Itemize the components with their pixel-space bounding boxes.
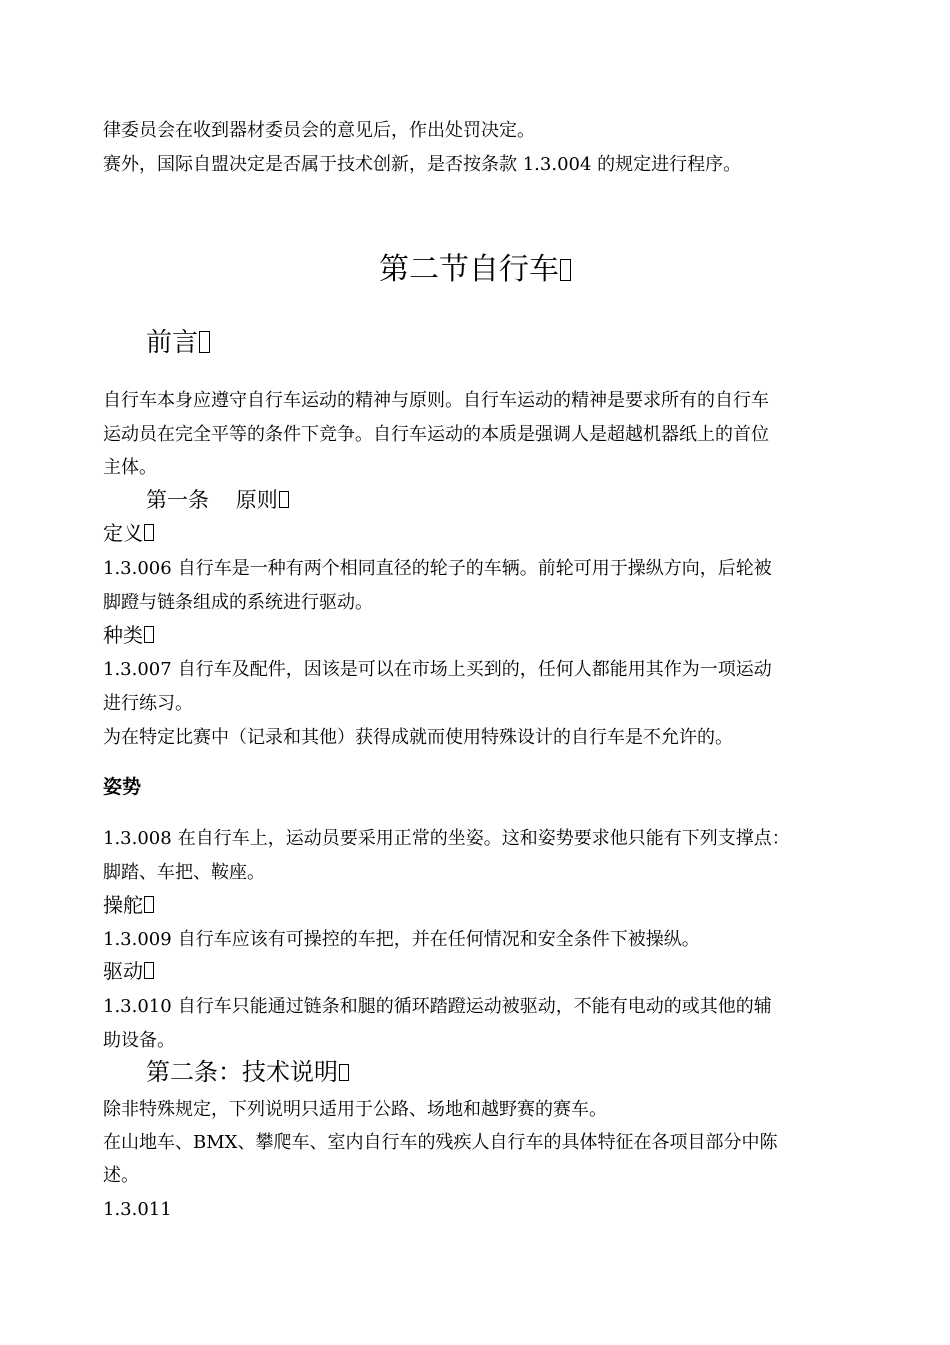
preface-heading-text: 前言 — [146, 328, 199, 358]
types-heading — [103, 622, 154, 648]
article-2-line-2: 在山地车、BMX、攀爬车、室内自行车的残疾人自行车的具体特征在各项目部分中陈 — [103, 1132, 778, 1153]
clause-text: 自行车是一种有两个相同直径的轮子的车辆。前轮可用于操纵方向，后轮被 — [177, 558, 772, 579]
clause-text: 自行车只能通过链条和腿的循环踏蹬运动被驱动，不能有电动的或其他的辅 — [177, 996, 772, 1017]
drive-line-1 — [103, 995, 772, 1019]
section-title-text: 第二节自行车 — [379, 252, 559, 287]
clause-number: 1.3.010 — [103, 996, 172, 1017]
drive-line-2: 助设备。 — [103, 1030, 175, 1051]
article-2-clause-number: 1.3.011 — [103, 1199, 172, 1220]
drive-heading — [103, 958, 154, 984]
posture-heading: 姿势 — [103, 776, 142, 798]
missing-glyph-icon — [199, 331, 210, 353]
definition-line-1 — [103, 557, 772, 581]
article-2-line-1: 除非特殊规定，下列说明只适用于公路、场地和越野赛的赛车。 — [103, 1099, 607, 1120]
preface-line-3: 主体。 — [103, 457, 157, 478]
intro-line-2: 赛外，国际自盟决定是否属于技术创新，是否按条款 1.3.004 的规定进行程序。 — [103, 154, 742, 175]
definition-heading — [103, 520, 154, 546]
clause-number: 1.3.007 — [103, 659, 172, 680]
types-line-2: 进行练习。 — [103, 693, 193, 714]
article-2-heading — [146, 1058, 349, 1086]
posture-line-1 — [103, 827, 790, 851]
preface-line-2: 运动员在完全平等的条件下竞争。自行车运动的本质是强调人是超越机器纸上的首位 — [103, 424, 769, 445]
posture-line-2: 脚踏、车把、鞍座。 — [103, 862, 265, 883]
definition-line-2: 脚蹬与链条组成的系统进行驱动。 — [103, 592, 373, 613]
missing-glyph-icon — [144, 896, 154, 913]
drive-heading-text: 驱动 — [103, 959, 143, 983]
clause-number: 1.3.008 — [103, 828, 172, 849]
missing-glyph-icon — [560, 259, 571, 281]
clause-number: 1.3.009 — [103, 929, 172, 950]
article-1-heading-text: 第一条 原则 — [146, 488, 278, 512]
missing-glyph-icon — [339, 1064, 349, 1081]
missing-glyph-icon — [144, 524, 154, 541]
clause-text: 自行车及配件，因该是可以在市场上买到的，任何人都能用其作为一项运动 — [177, 659, 772, 680]
preface-heading — [146, 328, 210, 358]
article-2-heading-text: 第二条：技术说明 — [146, 1058, 338, 1086]
missing-glyph-icon — [144, 626, 154, 643]
types-line-3: 为在特定比赛中（记录和其他）获得成就而使用特殊设计的自行车是不允许的。 — [103, 727, 733, 748]
steering-heading-text: 操舵 — [103, 893, 143, 917]
clause-text: 自行车应该有可操控的车把，并在任何情况和安全条件下被操纵。 — [177, 929, 700, 950]
clause-text: 在自行车上，运动员要采用正常的坐姿。这和姿势要求他只能有下列支撑点： — [177, 828, 790, 849]
intro-line-1: 律委员会在收到器材委员会的意见后，作出处罚决定。 — [103, 120, 535, 141]
steering-line-1 — [103, 928, 700, 952]
steering-heading — [103, 892, 154, 918]
article-2-line-3: 述。 — [103, 1165, 139, 1186]
preface-line-1: 自行车本身应遵守自行车运动的精神与原则。自行车运动的精神是要求所有的自行车 — [103, 390, 769, 411]
types-line-1 — [103, 658, 772, 682]
missing-glyph-icon — [279, 491, 289, 508]
definition-heading-text: 定义 — [103, 521, 143, 545]
clause-number: 1.3.006 — [103, 558, 172, 579]
section-title — [0, 252, 950, 288]
missing-glyph-icon — [144, 962, 154, 979]
types-heading-text: 种类 — [103, 623, 143, 647]
article-1-heading — [146, 487, 289, 513]
